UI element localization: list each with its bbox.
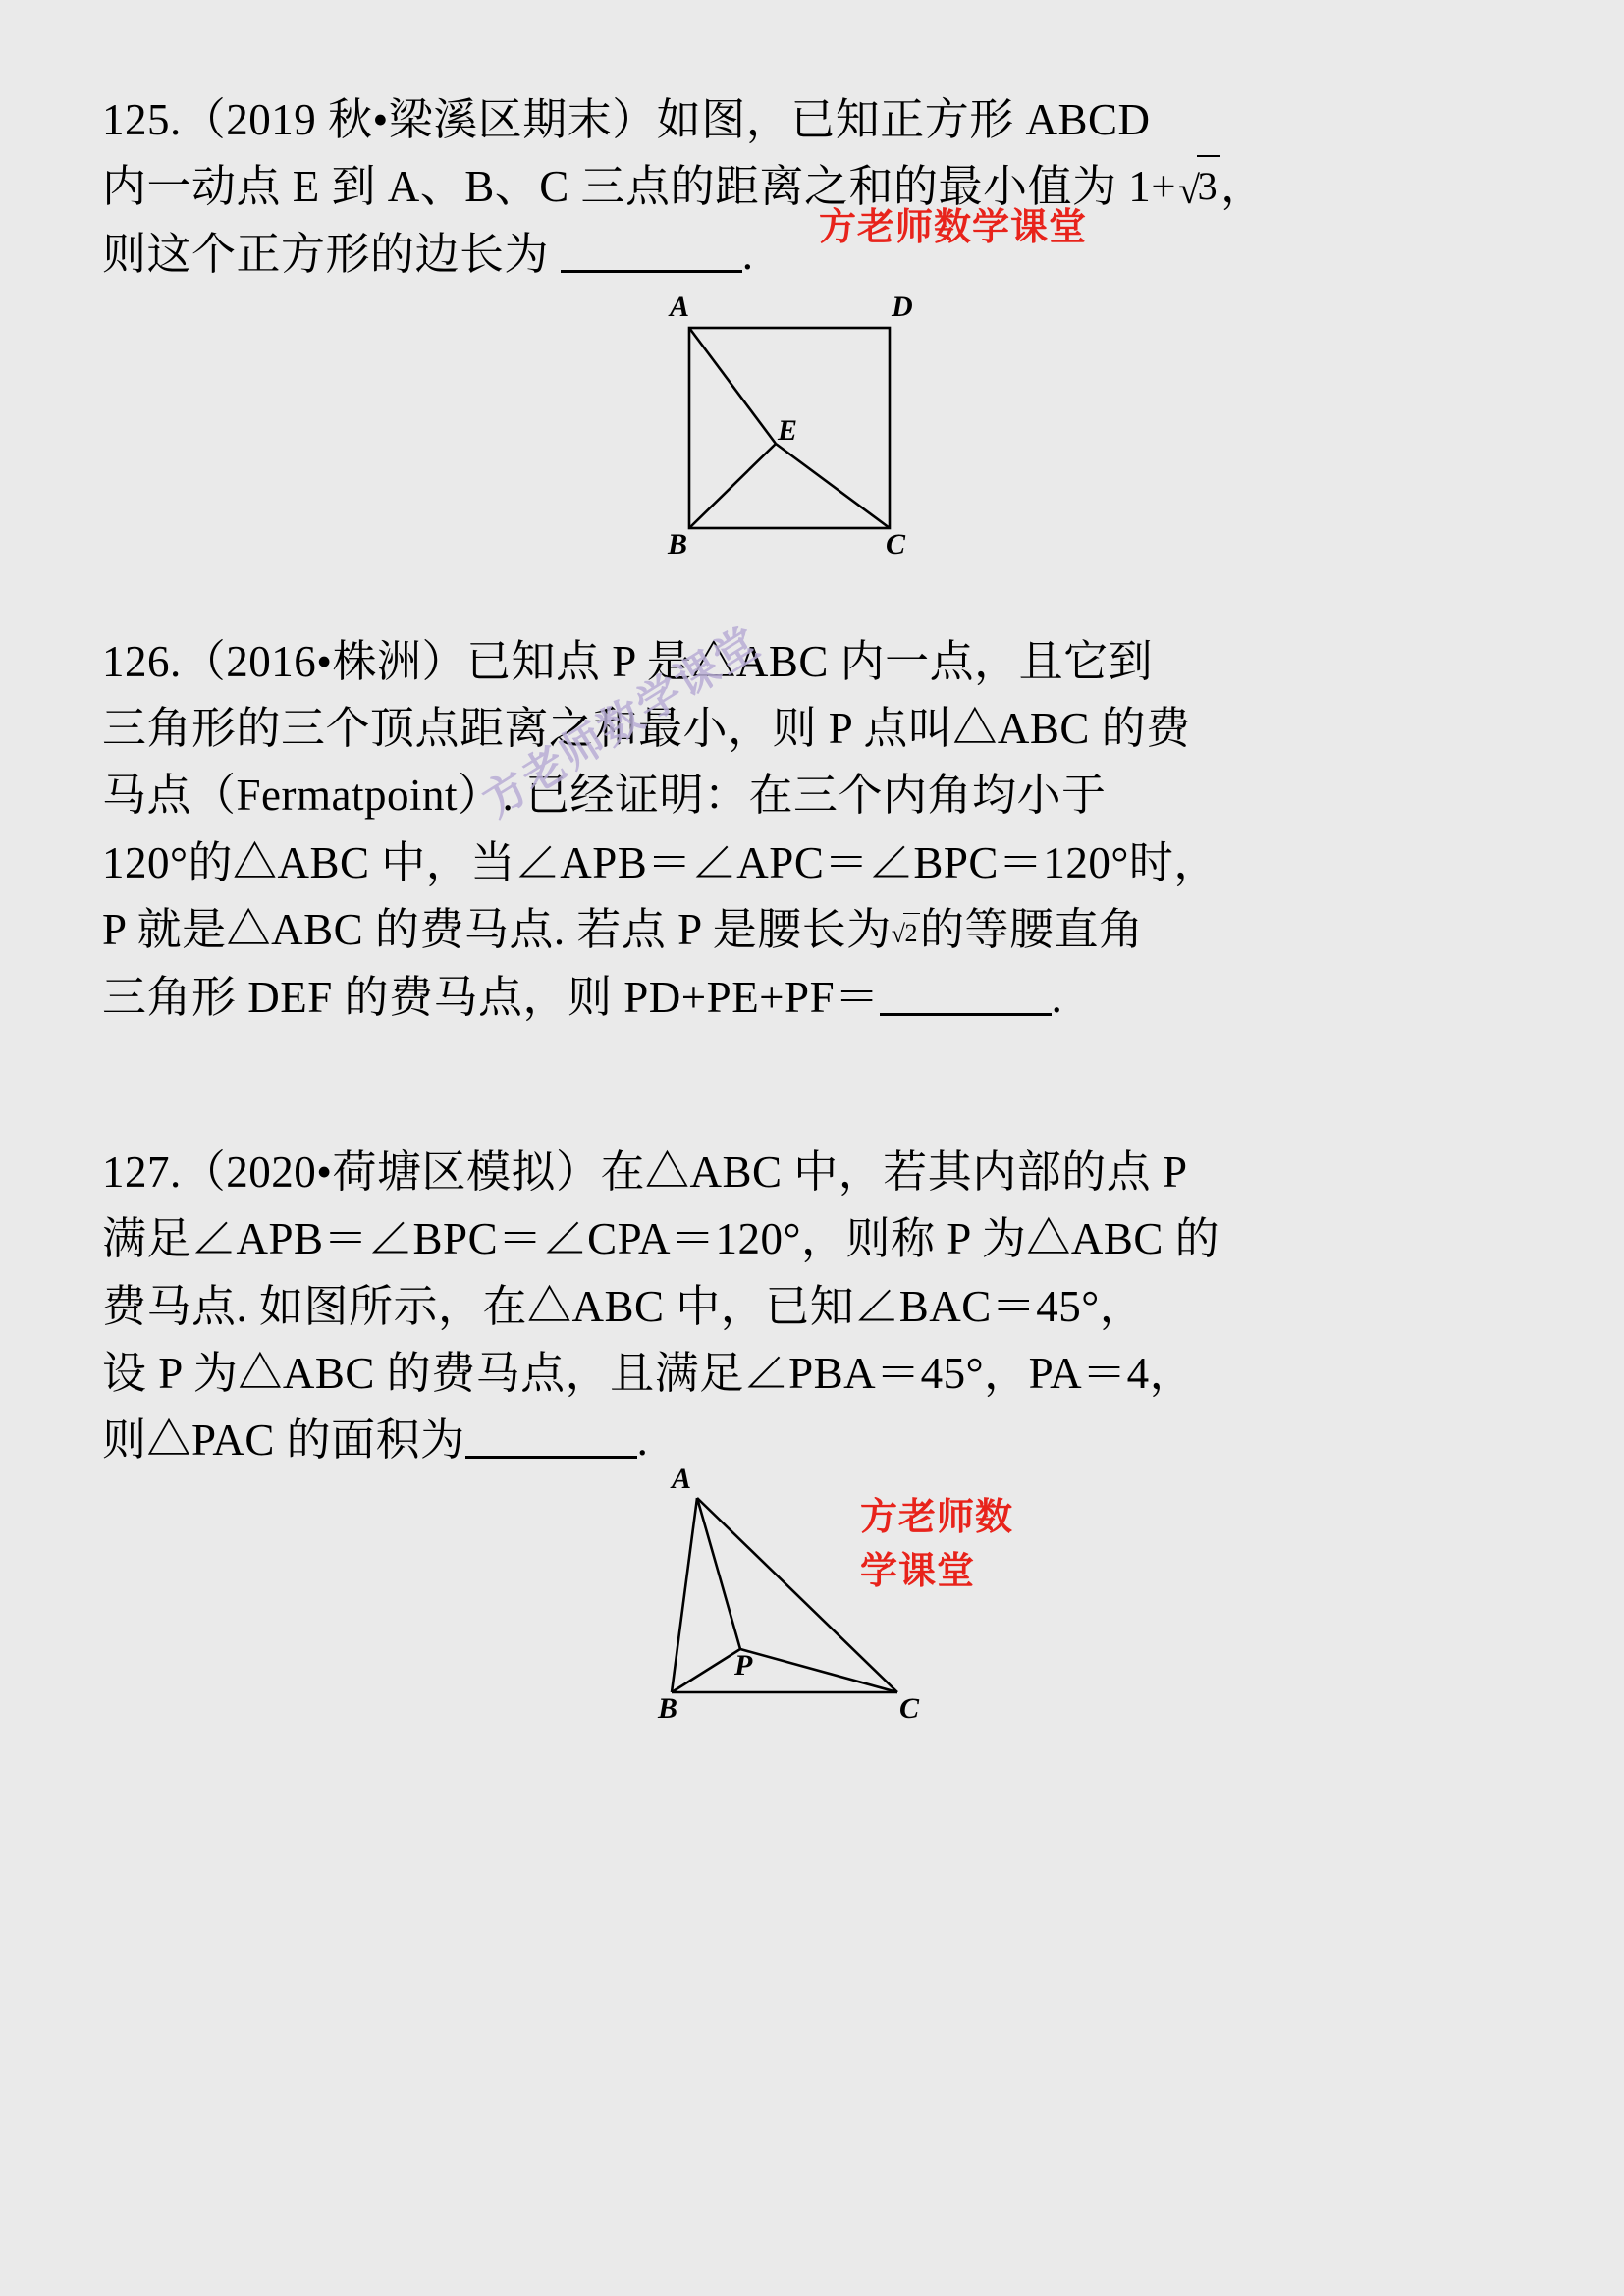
figure-triangle-abc: [632, 1462, 1045, 1735]
problem-127-text: [102, 1139, 1522, 1474]
watermark-red-top: 方老师数学课堂: [819, 207, 1088, 248]
label-C: C: [886, 527, 906, 561]
problem-127-line-3: 费马点. 如图所示，在△ABC 中，已知∠BAC＝45°，: [102, 1281, 1145, 1331]
problem-126-line-1: 126.（2016•株洲）已知点 P 是△ABC 内一点，且它到: [102, 636, 1154, 686]
problem-126-line-5-a: P 就是△ABC 的费马点. 若点 P 是腰长为: [102, 905, 892, 955]
problem-126-text: [102, 628, 1522, 1031]
radicand: 3: [1197, 155, 1221, 217]
problem-126-line-5-b: 的等腰直角: [920, 905, 1144, 955]
problem-125-line-2: [102, 153, 1522, 221]
label-E: E: [778, 413, 798, 447]
label-B: B: [658, 1691, 678, 1725]
problem-126-line-4: 120°的△ABC 中，当∠APB＝∠APC＝∠BPC＝120°时，: [102, 837, 1218, 887]
sqrt-three: [1176, 153, 1220, 221]
problem-127-line-4: 设 P 为△ABC 的费马点，且满足∠PBA＝45°，PA＝4，: [102, 1349, 1195, 1399]
answer-blank-127[interactable]: [465, 1418, 637, 1459]
label-A: A: [670, 290, 690, 323]
sqrt-two-small: √2: [892, 914, 920, 954]
problem-127-line-5-b: .: [636, 1415, 649, 1466]
problem-126-line-6-b: .: [1051, 972, 1063, 1022]
problem-127: [102, 1139, 1522, 1735]
watermark-red-bottom: 方老师数学课堂: [860, 1496, 1014, 1592]
label-C: C: [899, 1691, 920, 1725]
problem-126-line-5: [102, 896, 1522, 963]
problem-127-line-5-a: 则△PAC 的面积为: [102, 1415, 465, 1466]
problem-126-line-2: 三角形的三个顶点距离之和最小，则 P 点叫△ABC 的费: [102, 703, 1191, 753]
label-A: A: [672, 1462, 692, 1495]
problem-126-line-6-a: 三角形 DEF 的费马点，则 PD+PE+PF＝: [102, 972, 880, 1022]
problem-125-line-3-a: 则这个正方形的边长为: [102, 230, 550, 280]
radical-sign: √: [1178, 168, 1201, 213]
radicand-small: 2: [903, 913, 921, 953]
problem-126-line-6: [102, 964, 1522, 1031]
problem-125-line-1: 125.（2019 秋•梁溪区期末）如图，已知正方形 ABCD: [102, 95, 1151, 144]
figure-square-abcd-svg: [632, 306, 1045, 552]
problem-127-line-1: 127.（2020•荷塘区模拟）在△ABC 中，若其内部的点 P: [102, 1147, 1188, 1197]
watermark-diagonal: 方老师数学课堂: [474, 617, 769, 827]
problem-125-line-3: [102, 221, 1522, 288]
problem-127-line-5: [102, 1407, 1522, 1473]
figure-square-abcd: [632, 290, 1045, 561]
problem-125-line-3-b: .: [741, 230, 754, 280]
problem-125-line-2-a: 内一动点 E 到 A、B、C 三点的距离之和的最小值为 1+: [102, 162, 1177, 212]
answer-blank-126[interactable]: [880, 976, 1052, 1016]
answer-blank-125[interactable]: [561, 233, 742, 273]
problem-126-line-3: 马点（Fermatpoint）. 已经证明：在三个内角均小于: [102, 771, 1107, 821]
problem-127-line-2: 满足∠APB＝∠BPC＝∠CPA＝120°，则称 P 为△ABC 的: [102, 1214, 1220, 1264]
label-P: P: [734, 1648, 753, 1682]
problem-125-line-2-b: ，: [1220, 162, 1266, 212]
label-D: D: [892, 290, 913, 323]
problem-125: [102, 86, 1522, 561]
problem-125-text: [102, 86, 1522, 289]
label-B: B: [668, 527, 688, 561]
problem-126: [102, 628, 1522, 1031]
